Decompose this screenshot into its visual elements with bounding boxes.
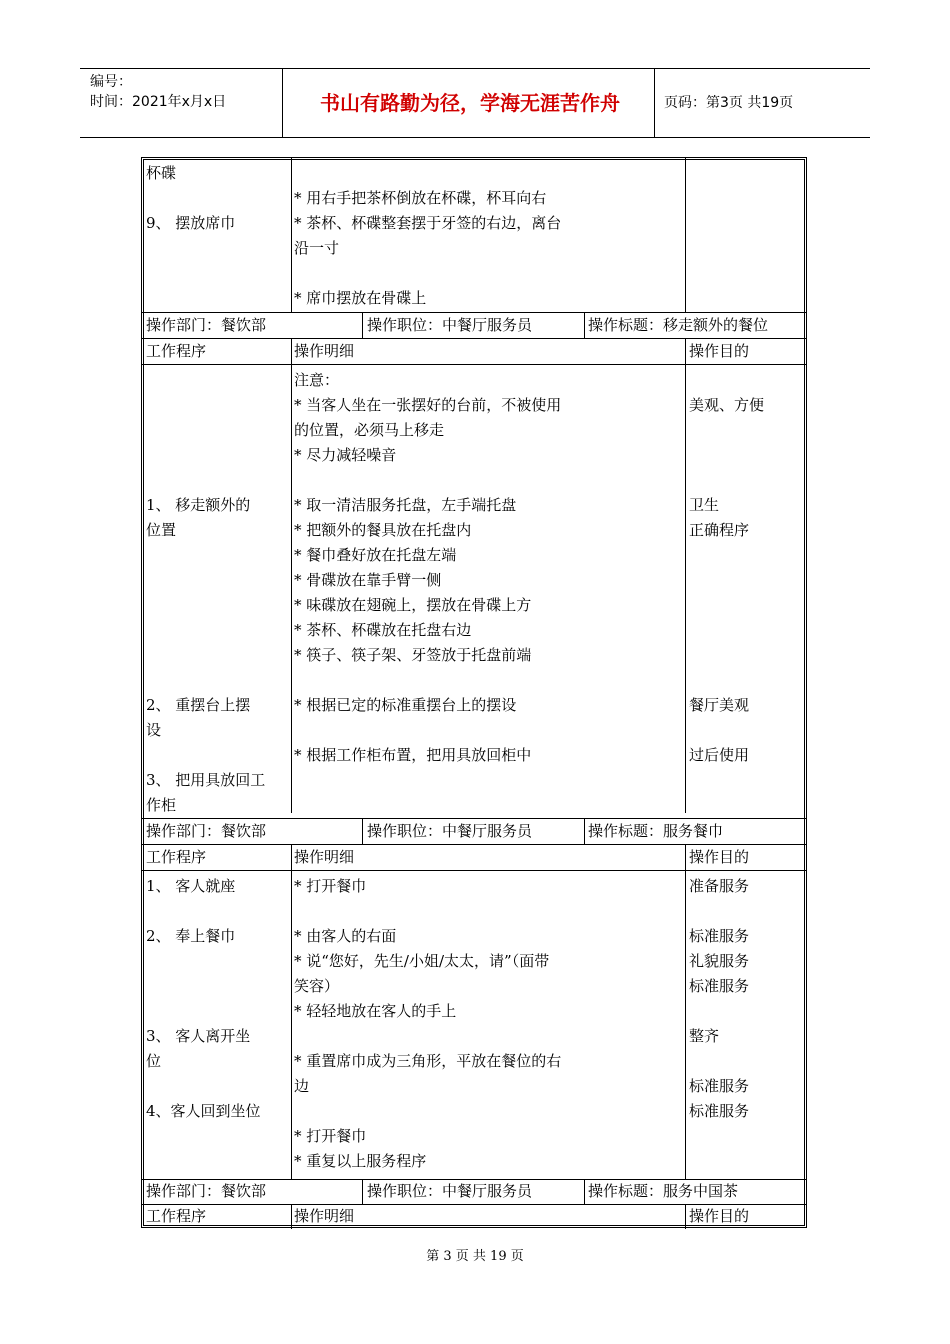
table-rule [685,338,686,813]
purpose-text: 餐厅美观 [689,696,750,714]
detail-line: 笑容） [294,977,340,995]
detail-line: * 尽力减轻噪音 [294,446,397,464]
operation-title: 操作标题：服务餐巾 [588,822,724,840]
procedure-step: 4、客人回到坐位 [146,1102,261,1120]
column-header-purpose: 操作目的 [689,848,750,866]
purpose-text: 礼貌服务 [689,952,750,970]
document-date: 时间：2021年x月x日 [90,94,227,110]
purpose-text: 标准服务 [689,1077,750,1095]
detail-line: * 轻轻地放在客人的手上 [294,1002,457,1020]
table-rule [142,870,806,871]
procedure-step: 3、 客人离开坐 [146,1027,251,1045]
detail-line: * 由客人的右面 [294,927,397,945]
column-header-purpose: 操作目的 [689,342,750,360]
purpose-text: 标准服务 [689,1102,750,1120]
table-rule [291,1204,292,1229]
operation-title: 操作标题：服务中国茶 [588,1182,739,1200]
detail-line: * 餐巾叠好放在托盘左端 [294,546,457,564]
detail-line: * 说“您好，先生/小姐/太太，请”（面带 [294,952,550,970]
table-rule [362,312,363,338]
detail-line: * 骨碟放在靠手臂一侧 [294,571,442,589]
detail-line: * 茶杯、杯碟放在托盘右边 [294,621,472,639]
detail-line: * 打开餐巾 [294,877,367,895]
procedure-step: 位 [146,1052,162,1070]
column-header-procedure: 工作程序 [146,848,207,866]
table-rule [685,158,686,312]
operation-title: 操作标题：移走额外的餐位 [588,316,769,334]
detail-line: * 取一清洁服务托盘，左手端托盘 [294,496,517,514]
detail-line: 边 [294,1077,310,1095]
dept-label: 操作部门：餐饮部 [146,316,267,334]
page-header [80,68,870,138]
table-rule [362,1179,363,1204]
purpose-text: 标准服务 [689,927,750,945]
column-header-detail: 操作明细 [294,848,355,866]
table-rule [584,1179,585,1204]
procedure-step: 设 [146,721,162,739]
procedure-step: 2、 奉上餐巾 [146,927,236,945]
table-rule [362,818,363,844]
procedure-step: 1、 客人就座 [146,877,236,895]
purpose-text: 过后使用 [689,746,750,764]
procedure-table [141,157,807,1228]
table-rule [291,158,292,312]
procedure-step: 1、 移走额外的 [146,496,251,514]
purpose-text: 美观、方便 [689,396,765,414]
detail-line: 沿一寸 [294,239,340,257]
table-rule [291,844,292,1179]
dept-label: 操作部门：餐饮部 [146,1182,267,1200]
detail-line: 注意： [294,371,340,389]
detail-line: * 用右手把茶杯倒放在杯碟，杯耳向右 [294,189,547,207]
column-header-procedure: 工作程序 [146,342,207,360]
procedure-step: 位置 [146,521,177,539]
detail-line: * 当客人坐在一张摆好的台前，不被使用 [294,396,562,414]
detail-line: * 打开餐巾 [294,1127,367,1145]
detail-line: * 重复以上服务程序 [294,1152,427,1170]
document-number: 编号： [90,74,132,90]
table-rule [291,338,292,813]
purpose-text: 卫生 [689,496,720,514]
procedure-step: 3、 把用具放回工 [146,771,266,789]
header-page-number: 页码：第3页 共19页 [664,95,794,111]
column-header-procedure: 工作程序 [146,1207,207,1225]
header-meta [90,72,226,112]
purpose-text: 标准服务 [689,977,750,995]
page-footer: 第 3 页 共 19 页 [426,1249,524,1264]
table-rule [685,844,686,1179]
table-rule [584,312,585,338]
dept-label: 操作部门：餐饮部 [146,822,267,840]
detail-line: * 根据已定的标准重摆台上的摆设 [294,696,517,714]
table-rule [142,364,806,365]
purpose-text: 整齐 [689,1027,720,1045]
detail-line: * 根据工作柜布置，把用具放回柜中 [294,746,532,764]
position-label: 操作职位：中餐厅服务员 [367,1182,533,1200]
header-divider [282,69,283,137]
header-motto: 书山有路勤为径，学海无涯苦作舟 [320,91,620,115]
detail-line: * 把额外的餐具放在托盘内 [294,521,472,539]
detail-line: * 重置席巾成为三角形，平放在餐位的右 [294,1052,562,1070]
procedure-step: 杯碟 [146,164,177,182]
header-divider [654,69,655,137]
detail-line: 的位置，必须马上移走 [294,421,445,439]
table-rule [685,1204,686,1229]
purpose-text: 正确程序 [689,521,750,539]
column-header-detail: 操作明细 [294,1207,355,1225]
column-header-purpose: 操作目的 [689,1207,750,1225]
column-header-detail: 操作明细 [294,342,355,360]
procedure-step: 2、 重摆台上摆 [146,696,251,714]
table-rule [584,818,585,844]
position-label: 操作职位：中餐厅服务员 [367,316,533,334]
detail-line: * 茶杯、杯碟整套摆于牙签的右边，离台 [294,214,562,232]
detail-line: * 席巾摆放在骨碟上 [294,289,427,307]
purpose-text: 准备服务 [689,877,750,895]
detail-line: * 味碟放在翅碗上，摆放在骨碟上方 [294,596,532,614]
position-label: 操作职位：中餐厅服务员 [367,822,533,840]
procedure-step: 9、 摆放席巾 [146,214,236,232]
detail-line: * 筷子、筷子架、牙签放于托盘前端 [294,646,532,664]
procedure-step: 作柜 [146,796,177,814]
